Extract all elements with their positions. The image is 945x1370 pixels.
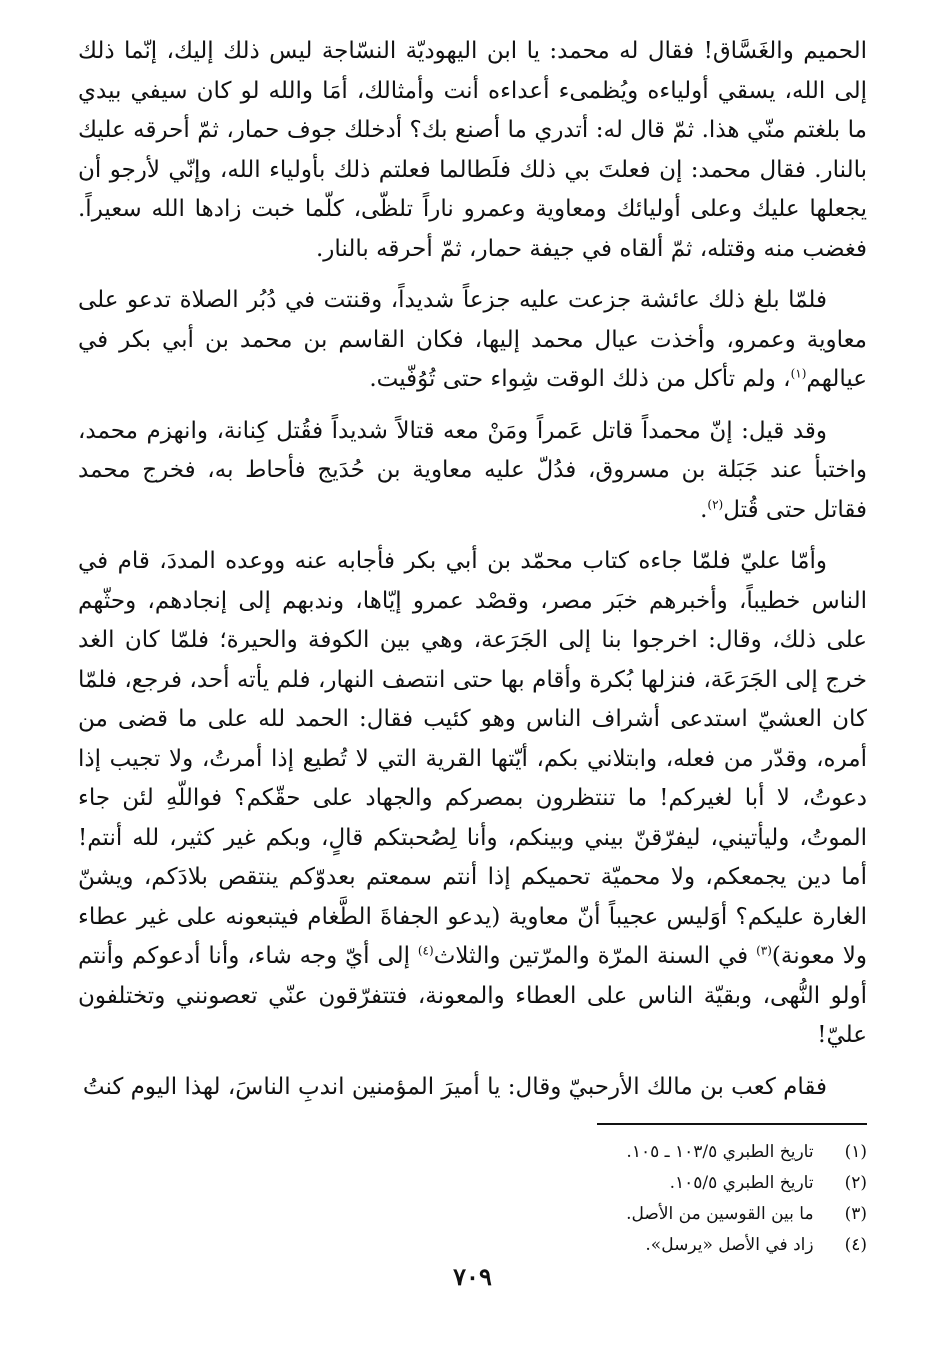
paragraph-3-text: وقد قيل: إنّ محمداً قاتل عَمراً ومَنْ معه قتالاً شديداً فقُتل كِنانة، وانهزم محمد، واختبأ عند جَبَلة بن مسروق، فدُلّ عليه معاوية بن حُدَيج فأحاط به، فخرج محمد فقاتل حتى قُتل: [78, 417, 867, 523]
footnote-1: [78, 1137, 867, 1168]
footnote-text: تاريخ الطبري ١٠٣/٥ ـ ١٠٥.: [626, 1142, 814, 1162]
footnote-ref-4: (٤): [417, 943, 434, 958]
footnote-number: (١): [844, 1142, 867, 1162]
paragraph-1-text: الحميم والغَسَّاق! فقال له محمد: يا ابن اليهوديّة النسّاجة ليس ذلك إليك، إنّما ذلك إلى الله، يسقي أولياءه ويُظمىء أعداءه أنت وأمثالك، أمَا والله لو كان سيفي بيدي ما بلغتم منّي هذا. ثمّ قال له: أتدري ما أصنع بك؟ أدخلك جوف حمار، ثمّ أحرقه عليك بالنار. فقال محمد: إن فعلتَ بي ذلك فلَطالما فعلتم ذلك بأولياء الله، وإنّي لأرجو أن يجعلها عليك وعلى أوليائك ومعاوية وعمرو ناراً تلظّى، كلّما خبت زادها الله سعيراً. فغضب منه وقتله، ثمّ ألقاه في جيفة حمار، ثمّ أحرقه بالنار.: [78, 38, 867, 262]
paragraph-4-end: إلى أيّ وجه شاء، وأنا أدعوكم وأنتم أولو النُّهى، وبقيّة الناس على العطاء والمعونة، فتتفرّقون عنّي تعصونني وتختلفون عليّ!: [78, 943, 867, 1048]
footnote-2: [78, 1168, 867, 1199]
paragraph-3: [78, 412, 867, 531]
paragraph-5: [78, 1068, 867, 1108]
footnote-text: ما بين القوسين من الأصل.: [626, 1204, 814, 1224]
page-number: ٧٠٩: [453, 1262, 492, 1291]
footnote-number: (٣): [844, 1204, 867, 1224]
paragraph-5-text: فقام كعب بن مالك الأرحبيّ وقال: يا أميرَ المؤمنين اندبِ الناسَ، لهذا اليوم كنتُ: [82, 1073, 827, 1100]
footnote-number: (٤): [844, 1235, 867, 1255]
body-text: [78, 32, 867, 1107]
footnote-4: [78, 1230, 867, 1261]
footnote-ref-3: (٣): [756, 943, 772, 958]
paragraph-2: [78, 281, 867, 400]
paragraph-2-text: فلمّا بلغ ذلك عائشة جزعت عليه جزعاً شديداً، وقنتت في دُبُر الصلاة تدعو على معاوية وعمرو، وأخذت عيال محمد إليها، فكان القاسم بن محمد بن أبي بكر في عيالهم: [78, 287, 867, 392]
paragraph-2-tail: ، ولم تأكل من ذلك الوقت شِواء حتى تُوُفّيت.: [369, 366, 791, 392]
footnote-ref-2: (٢): [707, 496, 724, 511]
footnotes: [78, 1137, 867, 1261]
footnote-3: [78, 1199, 867, 1230]
paragraph-4-text: وأمّا عليّ فلمّا جاءه كتاب محمّد بن أبي بكر فأجابه عنه ووعده المددَ، قام في الناس خطيباً، وأخبرهم خبَر مصر، وقصْد عمرو إيّاها، وندبهم إلى إنجادهم، وحثّهم على ذلك، وقال: اخرجوا بنا إلى الجَرَعة، وهي بين الكوفة والحيرة؛ فلمّا كان الغد خرج إلى الجَرَعَة، فنزلها بُكرة وأقام بها حتى انتصف النهار، فلم يأته أحد، فرجع، فلمّا كان العشيّ استدعى أشراف الناس وهو كئيب فقال: الحمد لله على ما قضى من أمره، وقدّر من فعله، وابتلاني بكم، أيّتها القرية التي لا تُطيع إذا أمرتُ، ولا تجيب إذا دعوتُ، لا أبا لغيركم! ما تنتظرون بمصركم والجهاد على حقّكم؟ فواللّهِ لئن جاء الموتُ، وليأتيني، ليفرّقنّ بيني وبينكم، وأنا لِصُحبتكم قالٍ، وبكم غير كثير، لله أنتم! أما دين يجمعكم، ولا محميّة تحميكم إذا أنتم سمعتم بعدوّكم ينتقص بلادَكم، ويشنّ الغارة عليكم؟ أوَليس عجيباً أنّ معاوية (يدعو الجفاةَ الطَّغام فيتبعونه على غير عطاء ولا معونة): [78, 548, 867, 969]
footnote-text: زاد في الأصل «يرسل».: [645, 1235, 814, 1255]
footnote-number: (٢): [844, 1173, 867, 1193]
footnote-text: تاريخ الطبري ١٠٥/٥.: [669, 1173, 814, 1193]
footnote-divider: [597, 1123, 867, 1125]
paragraph-4: [78, 542, 867, 1056]
footnote-ref-1: (١): [790, 366, 807, 381]
paragraph-3-tail: .: [700, 496, 708, 523]
paragraph-1: [78, 32, 867, 269]
paragraph-4-tail: في السنة المرّة والمرّتين والثلاث: [433, 943, 757, 969]
